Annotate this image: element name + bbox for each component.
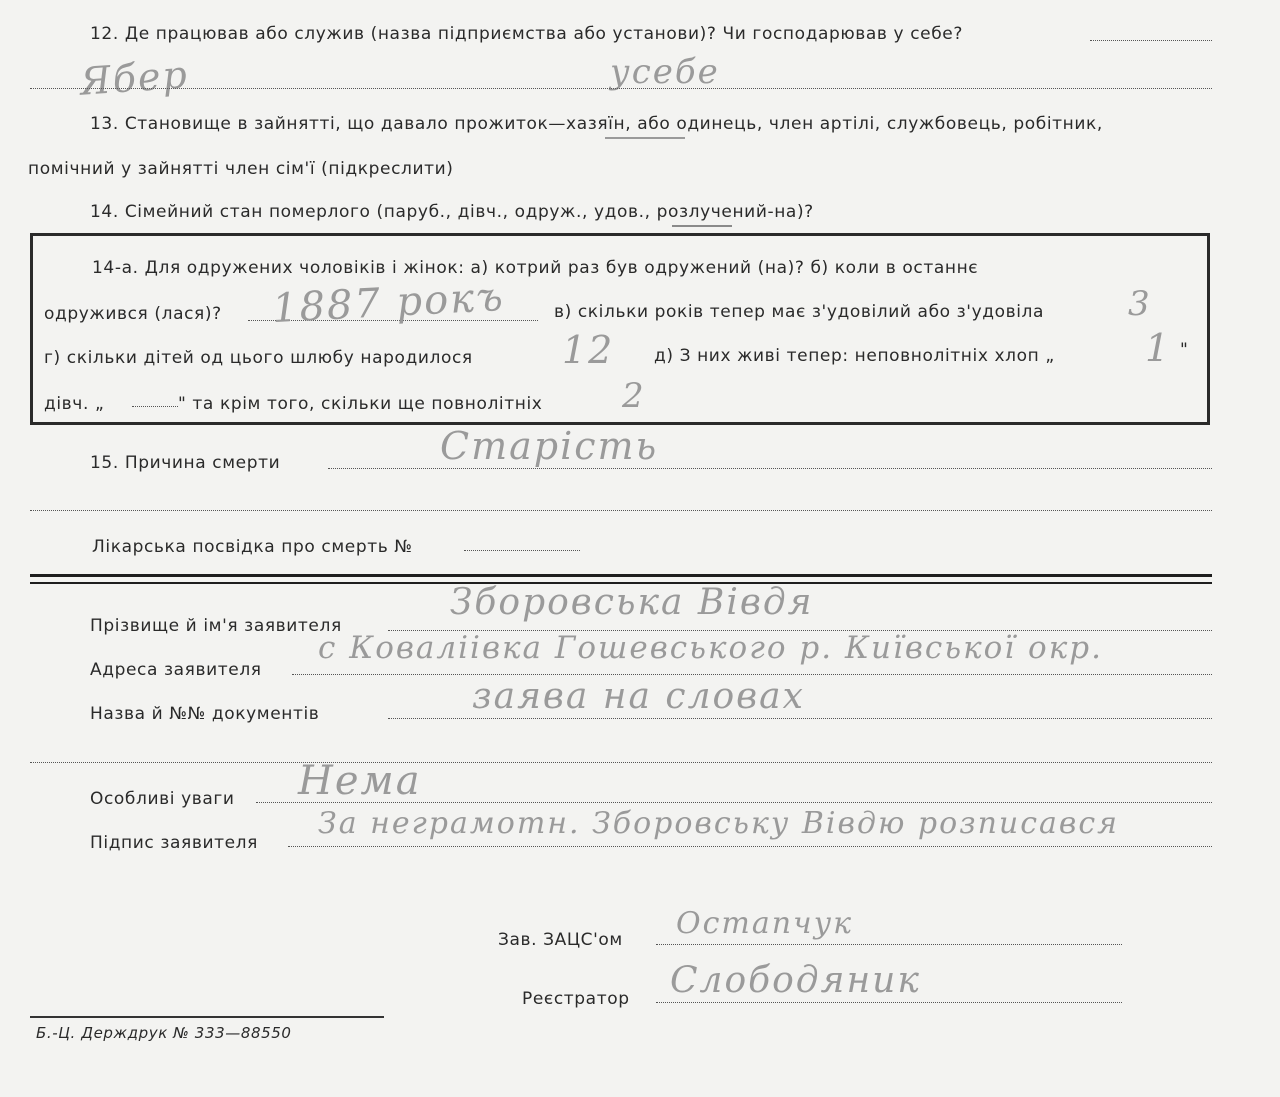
q14a-line-4b: " та крім того, скільки ще повнолітніх [178, 394, 543, 414]
signature-label: Підпис заявителя [90, 833, 258, 853]
q13-line-1: 13. Становище в зайнятті, що давало прожиток—хазяїн, або одинець, член артілі, службовець, робітник, [90, 114, 1103, 134]
registrar-signature: Слободяник [670, 960, 921, 1001]
applicant-name-label: Прізвище й ім'я заявителя [90, 616, 342, 636]
applicant-address-label: Адреса заявителя [90, 660, 262, 680]
q12-answer: усебе [610, 52, 720, 92]
applicant-name-value: Зборовська Вівдя [450, 582, 814, 623]
signature-line [288, 846, 1212, 847]
q14a-line-3a: г) скільки дітей од цього шлюбу народилося [44, 348, 473, 368]
applicant-address-line [292, 674, 1212, 675]
signature-value: За неграмотн. Зборовську Вівдю розписався [318, 806, 1120, 841]
q14a-line-2a: одружився (лася)? [44, 304, 222, 324]
applicant-spacer-line [30, 762, 1212, 763]
separator-top [30, 574, 1212, 577]
applicant-address-value: с Коваліівка Гошевського р. Київської окр. [318, 630, 1103, 666]
notes-value: Нема [298, 758, 422, 804]
applicant-docs-label: Назва й №№ документів [90, 704, 320, 724]
q14a-adults: 2 [622, 376, 646, 416]
q14a-year: 1887 рокъ [270, 273, 506, 333]
q14-underline [672, 225, 732, 227]
q15-answer: Старість [440, 424, 659, 468]
med-line [464, 550, 580, 551]
q14a-boys: 1 [1145, 326, 1172, 370]
q13-line-2: помічний у зайнятті член сім'ї (підкреслити) [28, 159, 454, 179]
printer-imprint: Б.-Ц. Держдрук № 333—88550 [36, 1024, 292, 1042]
q12-margin-note: Ябер [78, 52, 191, 104]
head-signature: Остапчук [676, 906, 854, 941]
q14a-line-3b: д) З них живі тепер: неповнолітніх хлоп „ [654, 346, 1055, 366]
applicant-docs-line [388, 718, 1212, 719]
q13-underline [605, 137, 685, 139]
q14a-line-4a: дівч. „ [44, 394, 105, 414]
q15-line-2 [30, 510, 1212, 511]
q15-line-1 [328, 468, 1212, 469]
head-label: Зав. ЗАЦС'ом [498, 930, 623, 950]
head-line [656, 944, 1122, 945]
footer-rule [30, 1016, 384, 1018]
med-label: Лікарська посвідка про смерть № [92, 537, 413, 557]
q12-line-2 [30, 88, 1212, 89]
q14a-line-3c: " [1180, 340, 1189, 360]
q15-label: 15. Причина смерти [90, 453, 281, 473]
q12-label: 12. Де працював або служив (назва підприємства або установи)? Чи господарював у себе? [90, 24, 963, 44]
applicant-docs-value: заява на словах [472, 676, 805, 717]
q14a-line-2b: в) скільки років тепер має з'удовілий або з'удовіла [554, 302, 1045, 322]
q14a-years-value: 3 [1128, 284, 1152, 324]
q14a-line-1: 14-а. Для одружених чоловіків і жінок: а) котрий раз був одружений (на)? б) коли в останнє [92, 258, 979, 278]
q14a-children: 12 [562, 328, 615, 372]
registrar-label: Реєстратор [522, 989, 630, 1009]
q14-label: 14. Сімейний стан померлого (паруб., дівч., одруж., удов., розлучений-на)? [90, 202, 814, 222]
q12-line-1 [1090, 40, 1212, 41]
registrar-line [656, 1002, 1122, 1003]
notes-label: Особливі уваги [90, 789, 235, 809]
q14a-girls-line [132, 406, 178, 407]
